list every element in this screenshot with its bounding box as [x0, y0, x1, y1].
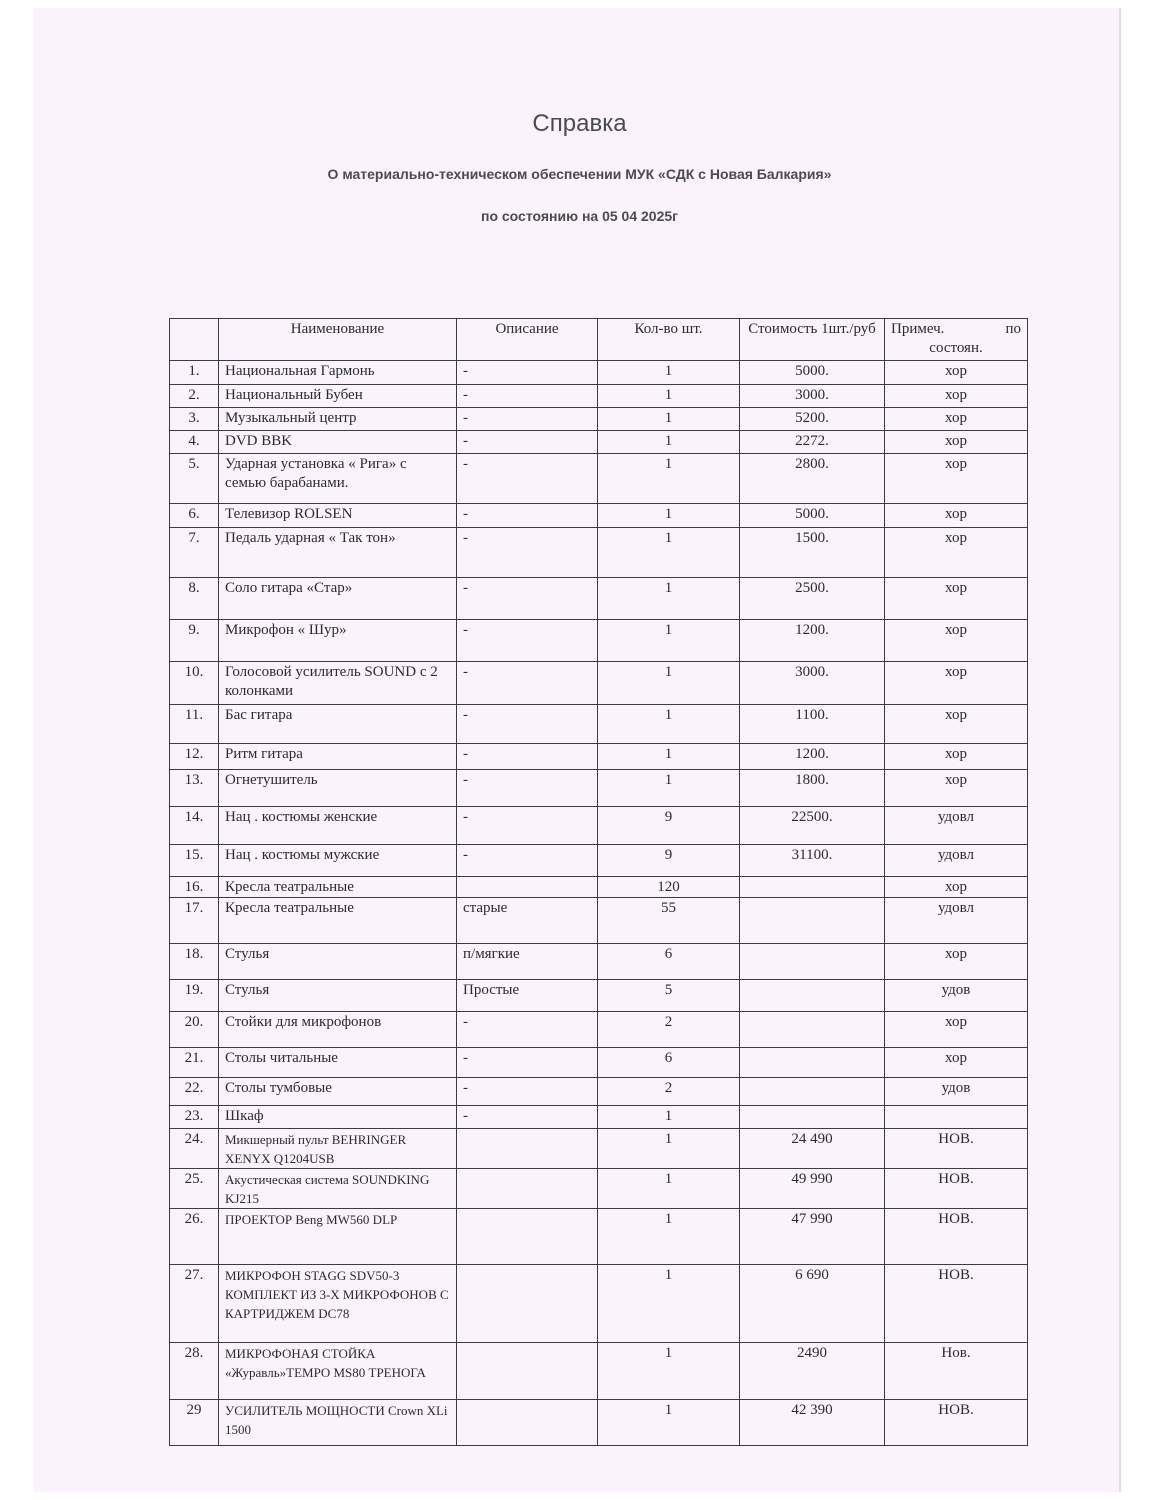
- row-num: 29: [170, 1400, 219, 1446]
- row-desc: -: [457, 770, 598, 807]
- row-note: хор: [885, 1048, 1028, 1078]
- row-qty: 1: [598, 1209, 740, 1265]
- row-qty: 9: [598, 807, 740, 845]
- row-cost: 47 990: [740, 1209, 885, 1265]
- row-num: 14.: [170, 807, 219, 845]
- row-note: хор: [885, 454, 1028, 504]
- row-qty: 1: [598, 361, 740, 385]
- table-row: [170, 528, 1028, 578]
- row-cost: 5000.: [740, 504, 885, 528]
- row-desc: -: [457, 705, 598, 744]
- row-qty: 6: [598, 944, 740, 980]
- row-desc: -: [457, 1078, 598, 1106]
- table-row: [170, 620, 1028, 662]
- row-num: 17.: [170, 898, 219, 944]
- row-cost: [740, 1012, 885, 1048]
- header-name: Наименование: [219, 319, 457, 361]
- row-cost: 31100.: [740, 845, 885, 877]
- row-note: хор: [885, 504, 1028, 528]
- table-row: [170, 898, 1028, 944]
- row-cost: [740, 1106, 885, 1129]
- row-note: хор: [885, 744, 1028, 770]
- table-row: [170, 578, 1028, 620]
- table-header-row: [170, 319, 1028, 361]
- table-row: [170, 1209, 1028, 1265]
- row-num: 20.: [170, 1012, 219, 1048]
- row-num: 10.: [170, 662, 219, 705]
- row-desc: Простые: [457, 980, 598, 1012]
- row-qty: 1: [598, 620, 740, 662]
- row-note: [885, 1106, 1028, 1129]
- row-note: удовл: [885, 898, 1028, 944]
- header-note-b: по: [1005, 321, 1021, 337]
- row-desc: [457, 1343, 598, 1400]
- row-desc: старые: [457, 898, 598, 944]
- row-num: 22.: [170, 1078, 219, 1106]
- row-num: 7.: [170, 528, 219, 578]
- table-row: [170, 807, 1028, 845]
- row-qty: 2: [598, 1012, 740, 1048]
- row-name: Соло гитара «Стар»: [219, 578, 457, 620]
- table-row: [170, 504, 1028, 528]
- row-cost: 1100.: [740, 705, 885, 744]
- row-num: 8.: [170, 578, 219, 620]
- row-num: 28.: [170, 1343, 219, 1400]
- row-name: Огнетушитель: [219, 770, 457, 807]
- table-row: [170, 1400, 1028, 1446]
- row-name: Шкаф: [219, 1106, 457, 1129]
- row-cost: 49 990: [740, 1169, 885, 1209]
- header-cost: Стоимость 1шт./руб: [740, 319, 885, 361]
- table-row: [170, 408, 1028, 431]
- table-row: [170, 385, 1028, 408]
- row-qty: 2: [598, 1078, 740, 1106]
- table-row: [170, 980, 1028, 1012]
- row-num: 3.: [170, 408, 219, 431]
- row-note: удовл: [885, 807, 1028, 845]
- table-row: [170, 744, 1028, 770]
- row-desc: [457, 1169, 598, 1209]
- header-note-a: Примеч.: [891, 321, 945, 337]
- row-cost: 42 390: [740, 1400, 885, 1446]
- row-num: 16.: [170, 877, 219, 898]
- row-note: хор: [885, 944, 1028, 980]
- row-desc: п/мягкие: [457, 944, 598, 980]
- row-desc: -: [457, 408, 598, 431]
- row-note: удов: [885, 1078, 1028, 1106]
- row-name: Стулья: [219, 944, 457, 980]
- row-name: Стойки для микрофонов: [219, 1012, 457, 1048]
- row-qty: 1: [598, 504, 740, 528]
- row-cost: 2500.: [740, 578, 885, 620]
- row-num: 27.: [170, 1265, 219, 1343]
- table-row: [170, 705, 1028, 744]
- row-cost: 5200.: [740, 408, 885, 431]
- row-desc: -: [457, 1012, 598, 1048]
- row-cost: 2800.: [740, 454, 885, 504]
- row-name: МИКРОФОН STAGG SDV50-3 КОМПЛЕКТ ИЗ 3-Х МИКРОФОНОВ С КАРТРИДЖЕМ DC78: [219, 1265, 457, 1343]
- row-note: НОВ.: [885, 1265, 1028, 1343]
- table-row: [170, 1265, 1028, 1343]
- row-name: Нац . костюмы мужские: [219, 845, 457, 877]
- header-desc: Описание: [457, 319, 598, 361]
- row-desc: -: [457, 1048, 598, 1078]
- row-name: Ритм гитара: [219, 744, 457, 770]
- table-row: [170, 944, 1028, 980]
- row-cost: 2272.: [740, 431, 885, 454]
- table-row: [170, 1169, 1028, 1209]
- row-num: 1.: [170, 361, 219, 385]
- inventory-table: [169, 318, 1028, 1446]
- table-row: [170, 1078, 1028, 1106]
- row-name: Столы читальные: [219, 1048, 457, 1078]
- row-qty: 1: [598, 1106, 740, 1129]
- row-note: НОВ.: [885, 1169, 1028, 1209]
- row-qty: 9: [598, 845, 740, 877]
- row-name: Национальная Гармонь: [219, 361, 457, 385]
- row-qty: 1: [598, 431, 740, 454]
- row-cost: 3000.: [740, 662, 885, 705]
- row-desc: [457, 1400, 598, 1446]
- row-num: 2.: [170, 385, 219, 408]
- row-num: 9.: [170, 620, 219, 662]
- row-cost: [740, 980, 885, 1012]
- row-desc: -: [457, 845, 598, 877]
- row-num: 24.: [170, 1129, 219, 1169]
- row-name: Национальный Бубен: [219, 385, 457, 408]
- row-qty: 5: [598, 980, 740, 1012]
- row-note: НОВ.: [885, 1400, 1028, 1446]
- row-num: 6.: [170, 504, 219, 528]
- row-note: хор: [885, 578, 1028, 620]
- row-note: хор: [885, 431, 1028, 454]
- table-row: [170, 431, 1028, 454]
- document-title: Справка: [532, 110, 627, 137]
- row-qty: 1: [598, 1343, 740, 1400]
- table-row: [170, 877, 1028, 898]
- row-desc: -: [457, 385, 598, 408]
- row-cost: 1200.: [740, 744, 885, 770]
- row-name: Микрофон « Шур»: [219, 620, 457, 662]
- row-cost: 1200.: [740, 620, 885, 662]
- row-qty: 1: [598, 408, 740, 431]
- row-num: 18.: [170, 944, 219, 980]
- row-name: УСИЛИТЕЛЬ МОЩНОСТИ Crown XLi 1500: [219, 1400, 457, 1446]
- row-num: 19.: [170, 980, 219, 1012]
- row-qty: 55: [598, 898, 740, 944]
- row-cost: 24 490: [740, 1129, 885, 1169]
- row-cost: 1800.: [740, 770, 885, 807]
- row-desc: -: [457, 1106, 598, 1129]
- row-name: Музыкальный центр: [219, 408, 457, 431]
- row-note: хор: [885, 361, 1028, 385]
- row-qty: 6: [598, 1048, 740, 1078]
- row-name: Голосовой усилитель SOUND с 2 колонками: [219, 662, 457, 705]
- row-desc: -: [457, 454, 598, 504]
- row-name: Нац . костюмы женские: [219, 807, 457, 845]
- row-cost: [740, 877, 885, 898]
- row-name: Педаль ударная « Так тон»: [219, 528, 457, 578]
- row-cost: 6 690: [740, 1265, 885, 1343]
- row-note: хор: [885, 1012, 1028, 1048]
- document-date-line: по состоянию на 05 04 2025г: [481, 208, 678, 224]
- row-note: удов: [885, 980, 1028, 1012]
- row-note: хор: [885, 620, 1028, 662]
- row-name: МИКРОФОНАЯ СТОЙКА «Журавль»TEMPO MS80 ТРЕНОГА: [219, 1343, 457, 1400]
- row-qty: 1: [598, 385, 740, 408]
- row-name: Телевизор ROLSEN: [219, 504, 457, 528]
- header-note-c: состоян.: [929, 340, 983, 356]
- row-cost: 1500.: [740, 528, 885, 578]
- row-name: Стулья: [219, 980, 457, 1012]
- row-name: Кресла театральные: [219, 898, 457, 944]
- row-qty: 1: [598, 705, 740, 744]
- row-desc: [457, 1129, 598, 1169]
- row-qty: 1: [598, 1265, 740, 1343]
- row-qty: 1: [598, 770, 740, 807]
- row-qty: 1: [598, 528, 740, 578]
- row-num: 15.: [170, 845, 219, 877]
- row-num: 5.: [170, 454, 219, 504]
- row-desc: -: [457, 504, 598, 528]
- row-desc: -: [457, 431, 598, 454]
- row-num: 13.: [170, 770, 219, 807]
- row-note: хор: [885, 528, 1028, 578]
- row-note: хор: [885, 770, 1028, 807]
- table-row: [170, 1106, 1028, 1129]
- document-subtitle: О материально-техническом обеспечении МУК «СДК с Новая Балкария»: [327, 166, 832, 182]
- row-cost: 5000.: [740, 361, 885, 385]
- row-num: 11.: [170, 705, 219, 744]
- row-name: Ударная установка « Рига» с семью барабанами.: [219, 454, 457, 504]
- row-name: Микшерный пульт BEHRINGER XENYX Q1204USB: [219, 1129, 457, 1169]
- row-name: Столы тумбовые: [219, 1078, 457, 1106]
- header-note: [885, 319, 1028, 361]
- row-qty: 1: [598, 1129, 740, 1169]
- row-desc: -: [457, 528, 598, 578]
- row-qty: 1: [598, 454, 740, 504]
- row-cost: [740, 1048, 885, 1078]
- row-cost: [740, 1078, 885, 1106]
- row-note: НОВ.: [885, 1129, 1028, 1169]
- row-num: 12.: [170, 744, 219, 770]
- row-note: удовл: [885, 845, 1028, 877]
- row-qty: 1: [598, 744, 740, 770]
- row-cost: 22500.: [740, 807, 885, 845]
- row-cost: [740, 898, 885, 944]
- table-row: [170, 361, 1028, 385]
- row-num: 25.: [170, 1169, 219, 1209]
- row-desc: -: [457, 620, 598, 662]
- row-desc: -: [457, 578, 598, 620]
- row-num: 4.: [170, 431, 219, 454]
- table-row: [170, 454, 1028, 504]
- row-qty: 1: [598, 662, 740, 705]
- row-qty: 120: [598, 877, 740, 898]
- row-num: 26.: [170, 1209, 219, 1265]
- table-row: [170, 845, 1028, 877]
- table-row: [170, 1343, 1028, 1400]
- table-row: [170, 1129, 1028, 1169]
- table-row: [170, 662, 1028, 705]
- row-desc: [457, 877, 598, 898]
- row-qty: 1: [598, 1400, 740, 1446]
- header-num: [170, 319, 219, 361]
- row-desc: -: [457, 807, 598, 845]
- table-row: [170, 1012, 1028, 1048]
- row-qty: 1: [598, 578, 740, 620]
- row-cost: 2490: [740, 1343, 885, 1400]
- row-note: хор: [885, 662, 1028, 705]
- row-name: DVD BBK: [219, 431, 457, 454]
- row-note: НОВ.: [885, 1209, 1028, 1265]
- row-desc: -: [457, 662, 598, 705]
- row-name: ПРОЕКТОР Beng MW560 DLP: [219, 1209, 457, 1265]
- row-desc: [457, 1209, 598, 1265]
- row-note: хор: [885, 385, 1028, 408]
- row-name: Кресла театральные: [219, 877, 457, 898]
- row-name: Бас гитара: [219, 705, 457, 744]
- row-note: хор: [885, 408, 1028, 431]
- row-note: хор: [885, 705, 1028, 744]
- table-row: [170, 1048, 1028, 1078]
- row-qty: 1: [598, 1169, 740, 1209]
- row-desc: [457, 1265, 598, 1343]
- row-num: 21.: [170, 1048, 219, 1078]
- row-note: Нов.: [885, 1343, 1028, 1400]
- row-cost: [740, 944, 885, 980]
- row-cost: 3000.: [740, 385, 885, 408]
- row-desc: -: [457, 744, 598, 770]
- row-num: 23.: [170, 1106, 219, 1129]
- table-row: [170, 770, 1028, 807]
- header-qty: Кол-во шт.: [598, 319, 740, 361]
- row-desc: -: [457, 361, 598, 385]
- row-note: хор: [885, 877, 1028, 898]
- row-name: Акустическая система SOUNDKING KJ215: [219, 1169, 457, 1209]
